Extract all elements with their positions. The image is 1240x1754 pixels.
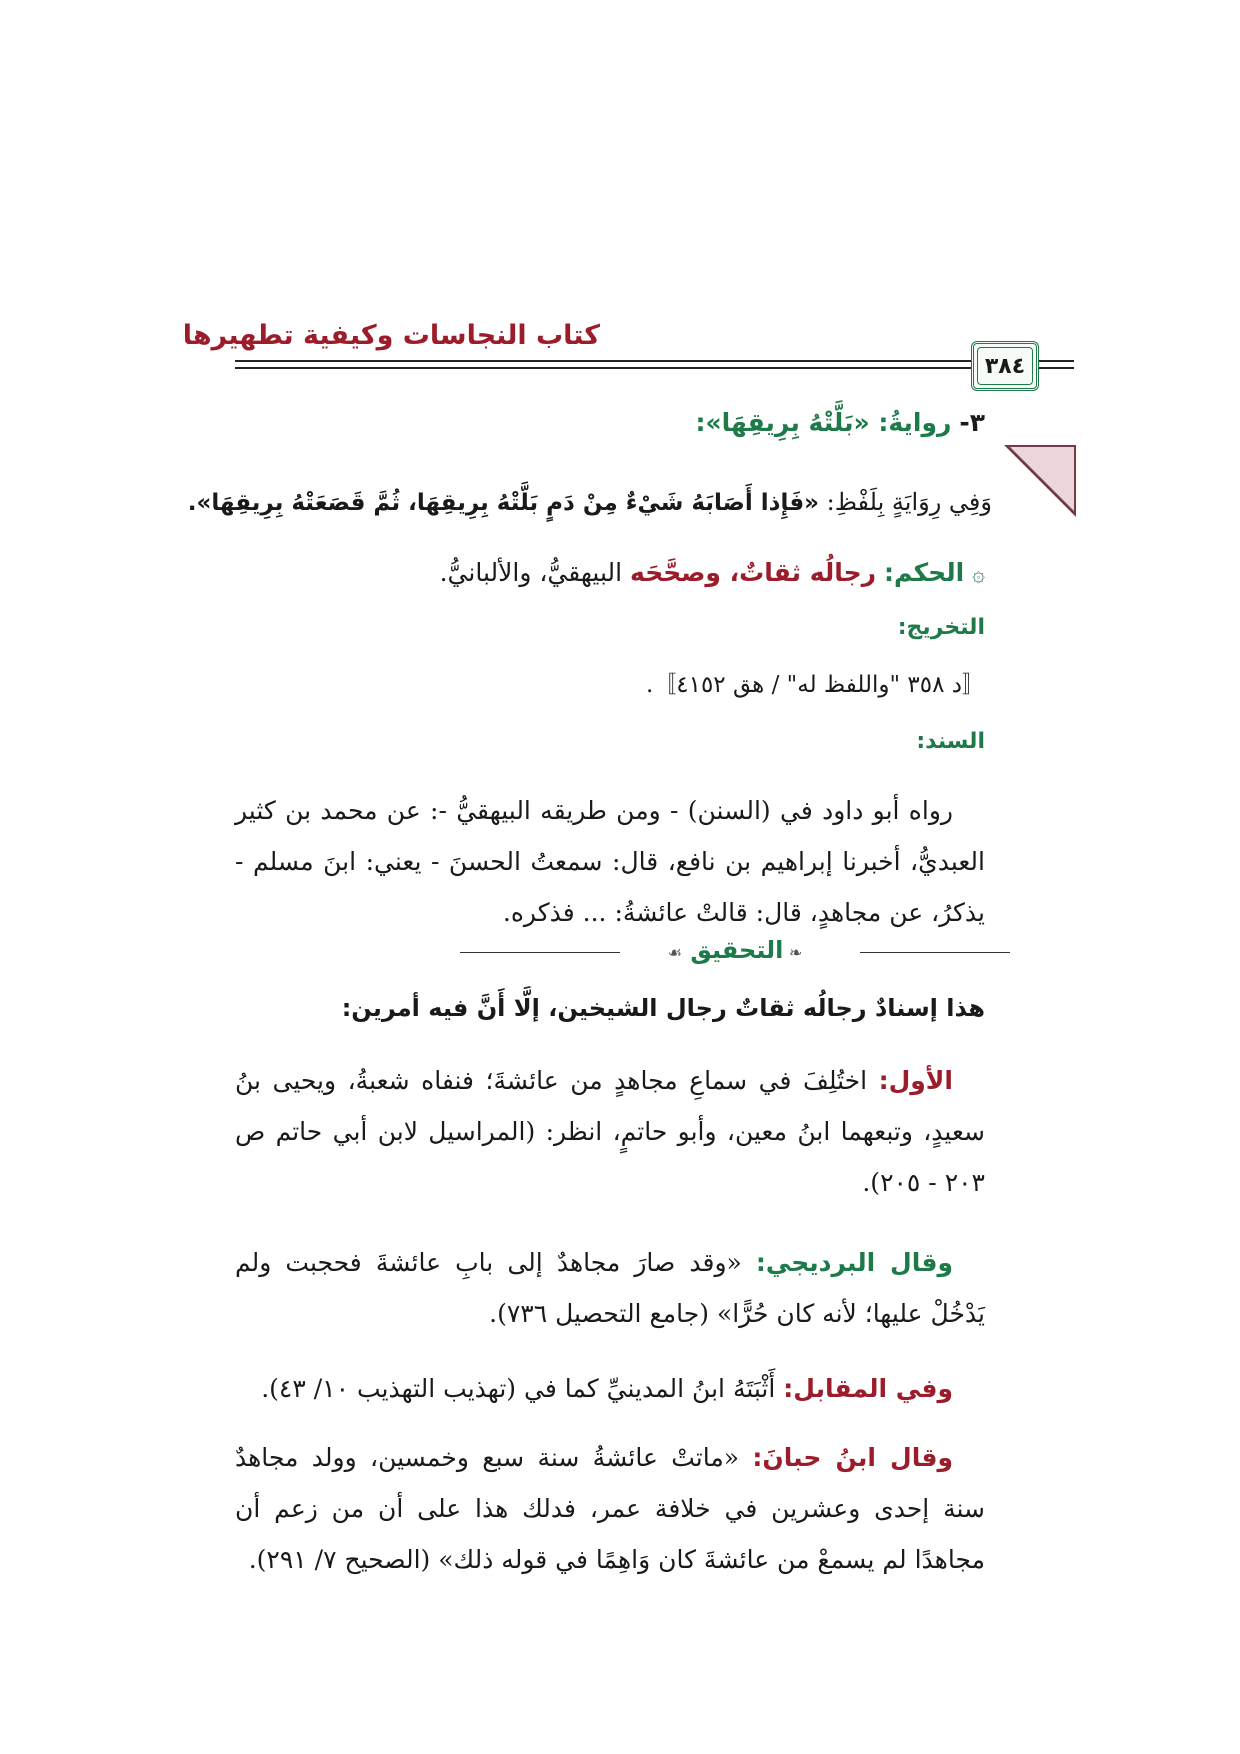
first-label: الأول: <box>878 1066 953 1095</box>
page-number-badge <box>971 341 1039 391</box>
takhrij-label: التخريج: <box>897 615 985 640</box>
bardiji-label: وقال البرديجي: <box>755 1248 953 1277</box>
counter-view <box>235 1363 985 1414</box>
flower-icon: ۞ <box>972 562 985 587</box>
bardiji-text: «وقد صارَ مجاهدٌ إلى بابِ عائشةَ فحجبت ولم يَدْخُلْ عليها؛ لأنه كان حُرًّا» (جامع التحصيل ٧٣٦). <box>235 1248 985 1328</box>
hadith-text: «فَإِذا أَصَابَهُ شَيْءٌ مِنْ دَمٍ بَلَّتْهُ بِرِيقِهَا، ثُمَّ قَصَعَتْهُ بِرِيقِهَا». <box>187 490 819 516</box>
header-rule <box>235 367 1040 369</box>
header-rule <box>235 360 1040 362</box>
ornament-icon: ☙ <box>667 943 682 962</box>
book-title: كتاب النجاسات وكيفية تطهيرها <box>182 320 600 351</box>
counter-text: أَثْبَتَهُ ابنُ المدينيِّ كما في (تهذيب التهذيب ١٠/ ٤٣). <box>261 1374 776 1403</box>
header-rule <box>1038 367 1074 369</box>
ruling-rest: البيهقيُّ، والألبانيُّ. <box>439 558 623 587</box>
first-issue <box>235 1055 985 1208</box>
sanad-text: رواه أبو داود في (السنن) - ومن طريقه البيهقيُّ -: عن محمد بن كثير العبديُّ، أخبرنا إبراهيم بن نافع، قال: سمعتُ الحسنَ - يعني: ابنَ مسلم - يذكرُ، عن مجاهدٍ، قال: قالتْ عائشةُ: ... فذكره. <box>235 796 985 927</box>
first-text: اختُلِفَ في سماعِ مجاهدٍ من عائشةَ؛ فنفاه شعبةُ، ويحيى بنُ سعيدٍ، وتبعهما ابنُ معين، وأبو حاتمٍ، انظر: (المراسيل لابن أبي حاتم ص ٢٠٣ - ٢٠٥). <box>235 1066 985 1197</box>
bardiji-quote <box>235 1237 985 1339</box>
ornament-icon: ❧ <box>783 943 803 962</box>
hibban-label: وقال ابنُ حبانَ: <box>752 1443 953 1472</box>
tahqiq-divider <box>460 938 1010 968</box>
header-rule <box>1038 360 1074 362</box>
narration-heading <box>695 408 985 438</box>
hibban-quote <box>235 1432 985 1585</box>
corner-ornament <box>1004 445 1076 517</box>
ruling-red-text: رجالُه ثقاتٌ، وصحَّحَه <box>630 558 877 587</box>
hibban-text: «ماتتْ عائشةُ سنة سبع وخمسين، وولد مجاهدٌ سنة إحدى وعشرين في خلافة عمر، فدلك هذا على أن من زعم أن مجاهدًا لم يسمعْ من عائشةَ كان وَاهِمًا في قوله ذلك» (الصحيح ٧/ ٢٩١). <box>235 1443 985 1574</box>
ruling-label: الحكم: <box>884 558 965 587</box>
tahqiq-summary: هذا إسنادٌ رجالُه ثقاتٌ رجال الشيخين، إلَّا أَنَّ فيه أمرين: <box>341 994 985 1022</box>
heading-text: روايةُ: «بَلَّتْهُ بِرِيقِهَا»: <box>695 408 952 437</box>
page-number: ٣٨٤ <box>984 353 1026 379</box>
hadith-line <box>188 488 992 518</box>
divider-title: التحقيق <box>690 936 784 964</box>
takhrij-text: 〚د ٣٥٨ "واللفظ له" / هق ٤١٥٢〛. <box>645 672 985 698</box>
ruling-line <box>440 558 985 588</box>
counter-label: وفي المقابل: <box>783 1374 953 1403</box>
hadith-intro: وَفِي رِوَايَةٍ بِلَفْظِ: <box>826 488 992 516</box>
sanad-label: السند: <box>916 729 985 754</box>
heading-number: ٣- <box>959 408 985 437</box>
